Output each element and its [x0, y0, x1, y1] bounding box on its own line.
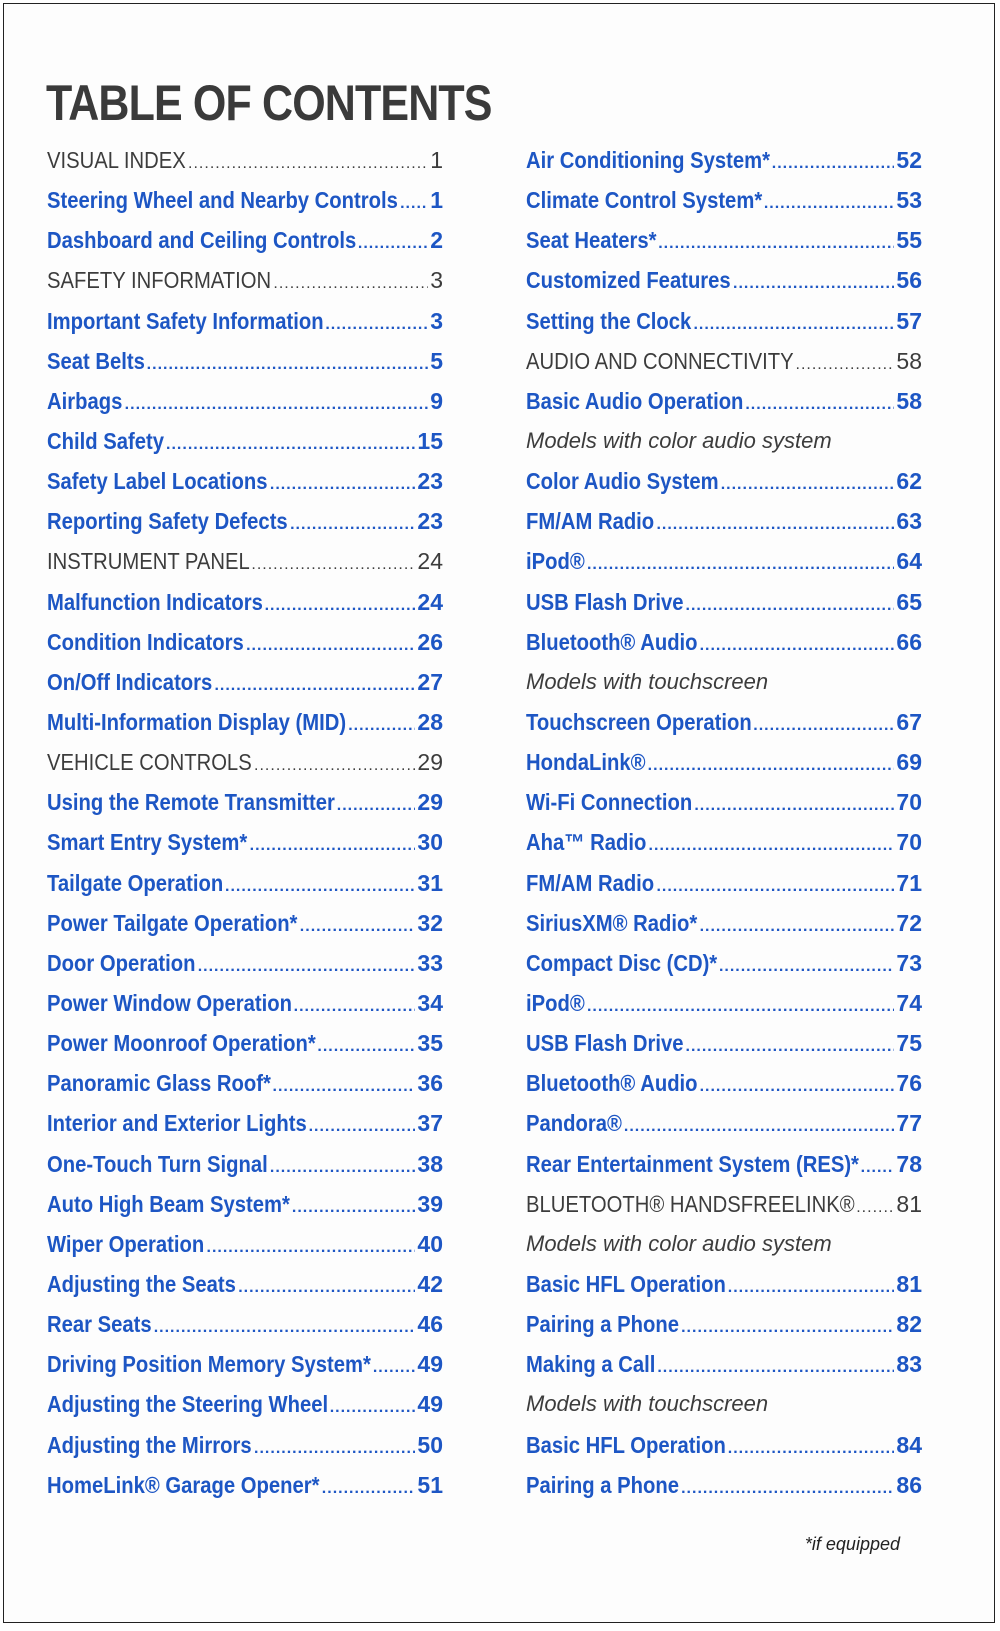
toc-entry-label: iPod®	[526, 548, 585, 575]
toc-entry-label: FM/AM Radio	[526, 869, 655, 896]
toc-page-number: 86	[896, 1471, 922, 1498]
dot-leader	[330, 1388, 416, 1428]
toc-entry-adjusting-the-mirrors[interactable]	[47, 1425, 443, 1465]
toc-entry-one-touch-turn-signal[interactable]	[47, 1144, 443, 1184]
toc-page-number: 56	[896, 267, 922, 294]
toc-page-number: 31	[417, 869, 443, 896]
toc-page-number: 27	[417, 668, 443, 695]
toc-entry-label: Compact Disc (CD)*	[526, 949, 718, 976]
toc-entry-bluetooth-audio[interactable]	[526, 622, 922, 662]
toc-entry-using-the-remote-transmitter[interactable]	[47, 782, 443, 822]
toc-entry-rear-seats[interactable]	[47, 1304, 443, 1344]
dot-leader	[207, 1228, 416, 1268]
toc-page-number: 3	[430, 307, 443, 334]
toc-entry-label: Power Moonroof Operation*	[47, 1030, 316, 1057]
toc-entry-label: Bluetooth® Audio	[526, 628, 698, 655]
dot-leader	[270, 1148, 416, 1188]
toc-entry-auto-high-beam-system[interactable]	[47, 1184, 443, 1224]
toc-entry-touchscreen-operation[interactable]	[526, 702, 922, 742]
toc-entry-label: Dashboard and Ceiling Controls	[47, 227, 357, 254]
toc-page-number: 66	[896, 628, 922, 655]
toc-page-number: 49	[417, 1351, 443, 1378]
toc-entry-multi-information-display-mid[interactable]	[47, 702, 443, 742]
dot-leader	[348, 706, 415, 746]
toc-entry-label: AUDIO AND CONNECTIVITY	[526, 347, 794, 374]
toc-entry-label: Adjusting the Seats	[47, 1270, 236, 1297]
toc-entry-making-a-call[interactable]	[526, 1344, 922, 1384]
dot-leader	[658, 224, 894, 264]
toc-entry-adjusting-the-steering-wheel[interactable]	[47, 1384, 443, 1424]
dot-leader	[358, 224, 428, 264]
toc-page-number: 52	[896, 147, 922, 173]
toc-entry-power-moonroof-operation[interactable]	[47, 1023, 443, 1063]
dot-leader	[325, 305, 428, 345]
toc-page-number: 24	[417, 588, 443, 615]
toc-entry-label: Seat Belts	[47, 347, 145, 374]
toc-model-note: Models with touchscreen	[526, 1391, 769, 1417]
toc-entry-wiper-operation[interactable]	[47, 1224, 443, 1264]
toc-entry-steering-wheel-and-nearby-controls[interactable]	[47, 180, 443, 220]
toc-entry-label: VISUAL INDEX	[47, 147, 186, 173]
toc-section-audio-and-connectivity	[526, 341, 922, 381]
toc-entry-power-window-operation[interactable]	[47, 983, 443, 1023]
toc-page-number: 63	[896, 508, 922, 535]
dot-leader	[273, 264, 428, 304]
dot-leader	[309, 1107, 416, 1147]
toc-entry-label: Adjusting the Steering Wheel	[47, 1391, 329, 1418]
dot-leader	[861, 1148, 895, 1188]
toc-entry-label: Making a Call	[526, 1351, 656, 1378]
toc-page-number: 34	[417, 989, 443, 1016]
dot-leader	[400, 184, 428, 224]
dot-leader	[270, 465, 416, 505]
toc-entry-label: Setting the Clock	[526, 307, 692, 334]
toc-section-safety-information	[47, 260, 443, 300]
toc-page-number: 51	[417, 1471, 443, 1498]
toc-entry-bluetooth-audio[interactable]	[526, 1063, 922, 1103]
toc-page-number: 1	[430, 147, 443, 173]
toc-entry-label: SAFETY INFORMATION	[47, 267, 272, 294]
toc-model-note: Models with color audio system	[526, 427, 832, 453]
dot-leader	[796, 345, 895, 385]
toc-entry-homelink-garage-opener[interactable]	[47, 1465, 443, 1505]
toc-entry-label: Auto High Beam System*	[47, 1190, 290, 1217]
toc-entry-label: Power Tailgate Operation*	[47, 909, 298, 936]
toc-page-number: 67	[896, 708, 922, 735]
dot-leader	[250, 826, 416, 866]
toc-entry-siriusxm-radio[interactable]	[526, 903, 922, 943]
toc-entry-interior-and-exterior-lights[interactable]	[47, 1103, 443, 1143]
toc-entry-label: Safety Label Locations	[47, 468, 268, 495]
toc-page-number: 35	[417, 1030, 443, 1057]
toc-entry-label: Basic Audio Operation	[526, 387, 744, 414]
dot-leader	[700, 907, 895, 947]
toc-page-number: 23	[417, 508, 443, 535]
toc-entry-label: VEHICLE CONTROLS	[47, 749, 252, 776]
toc-entry-label: Airbags	[47, 387, 123, 414]
toc-entry-label: Bluetooth® Audio	[526, 1070, 698, 1097]
toc-entry-label: Power Window Operation	[47, 989, 292, 1016]
toc-entry-label: Wiper Operation	[47, 1230, 205, 1257]
toc-entry-label: Basic HFL Operation	[526, 1431, 726, 1458]
toc-entry-label: Condition Indicators	[47, 628, 244, 655]
dot-leader	[624, 1107, 895, 1147]
toc-entry-label: SiriusXM® Radio*	[526, 909, 698, 936]
toc-entry-label: Climate Control System*	[526, 187, 763, 214]
toc-page-number: 32	[417, 909, 443, 936]
toc-page-number: 26	[417, 628, 443, 655]
toc-entry-label: Touchscreen Operation	[526, 708, 752, 735]
toc-entry-wi-fi-connection[interactable]	[526, 782, 922, 822]
dot-leader	[292, 1188, 416, 1228]
dot-leader	[681, 1469, 894, 1509]
dot-leader	[721, 465, 895, 505]
toc-page-number: 28	[417, 708, 443, 735]
dot-leader	[317, 1027, 415, 1067]
toc-section-bluetooth-handsfreelink	[526, 1184, 922, 1224]
toc-page-number: 5	[430, 347, 443, 374]
toc-entry-label: INSTRUMENT PANEL	[47, 548, 250, 575]
toc-entry-basic-hfl-operation[interactable]	[526, 1425, 922, 1465]
toc-page-number: 30	[417, 829, 443, 856]
dot-leader	[337, 786, 416, 826]
toc-page-number: 53	[896, 187, 922, 214]
toc-entry-adjusting-the-seats[interactable]	[47, 1264, 443, 1304]
toc-entry-label: iPod®	[526, 989, 585, 1016]
toc-page-number: 49	[417, 1391, 443, 1418]
dot-leader	[657, 1348, 894, 1388]
toc-page-number: 71	[896, 869, 922, 896]
dot-leader	[656, 867, 894, 907]
toc-page-number: 50	[417, 1431, 443, 1458]
toc-entry-label: Basic HFL Operation	[526, 1270, 726, 1297]
dot-leader	[294, 987, 416, 1027]
toc-page-number: 29	[417, 749, 443, 776]
toc-left-column	[47, 140, 443, 1505]
toc-entry-ipod[interactable]	[526, 541, 922, 581]
dot-leader	[254, 746, 415, 786]
toc-entry-label: Multi-Information Display (MID)	[47, 708, 347, 735]
toc-entry-label: USB Flash Drive	[526, 588, 684, 615]
toc-entry-important-safety-information[interactable]	[47, 301, 443, 341]
toc-page-number: 36	[417, 1070, 443, 1097]
toc-page-number: 29	[417, 789, 443, 816]
toc-page-number: 55	[896, 227, 922, 254]
dot-leader	[656, 505, 894, 545]
toc-page-number: 37	[417, 1110, 443, 1137]
toc-page-number: 58	[896, 347, 922, 374]
dot-leader	[693, 305, 894, 345]
toc-page-number: 76	[896, 1070, 922, 1097]
toc-page-number: 84	[896, 1431, 922, 1458]
toc-entry-smart-entry-system[interactable]	[47, 822, 443, 862]
toc-entry-label: HomeLink® Garage Opener*	[47, 1471, 320, 1498]
dot-leader	[125, 385, 429, 425]
toc-page-number: 38	[417, 1150, 443, 1177]
toc-page-number: 81	[896, 1270, 922, 1297]
dot-leader	[719, 947, 894, 987]
toc-page-number: 83	[896, 1351, 922, 1378]
toc-entry-label: Customized Features	[526, 267, 731, 294]
toc-entry-condition-indicators[interactable]	[47, 622, 443, 662]
dot-leader	[290, 505, 415, 545]
dot-leader	[251, 545, 415, 585]
toc-entry-basic-hfl-operation[interactable]	[526, 1264, 922, 1304]
toc-page-number: 39	[417, 1190, 443, 1217]
toc-entry-seat-belts[interactable]	[47, 341, 443, 381]
dot-leader	[188, 144, 428, 184]
toc-page-number: 2	[430, 227, 443, 254]
dot-leader	[764, 184, 895, 224]
toc-entry-label: Seat Heaters*	[526, 227, 657, 254]
dot-leader	[147, 345, 429, 385]
toc-entry-basic-audio-operation[interactable]	[526, 381, 922, 421]
toc-entry-label: Important Safety Information	[47, 307, 324, 334]
dot-leader	[681, 1308, 894, 1348]
toc-entry-safety-label-locations[interactable]	[47, 461, 443, 501]
toc-page-number: 72	[896, 909, 922, 936]
toc-entry-aha-radio[interactable]	[526, 822, 922, 862]
dot-leader	[649, 826, 895, 866]
toc-entry-label: Color Audio System	[526, 468, 719, 495]
dot-leader	[587, 545, 894, 585]
toc-entry-airbags[interactable]	[47, 381, 443, 421]
toc-entry-fm-am-radio[interactable]	[526, 863, 922, 903]
toc-entry-seat-heaters[interactable]	[526, 220, 922, 260]
dot-leader	[225, 867, 415, 907]
dot-leader	[587, 987, 894, 1027]
toc-page-number: 42	[417, 1270, 443, 1297]
dot-leader	[700, 626, 895, 666]
dot-leader	[648, 746, 895, 786]
dot-leader	[772, 144, 895, 184]
toc-entry-color-audio-system[interactable]	[526, 461, 922, 501]
toc-page-number: 77	[896, 1110, 922, 1137]
toc-page-number: 40	[417, 1230, 443, 1257]
toc-entry-label: Pairing a Phone	[526, 1471, 679, 1498]
toc-section-instrument-panel	[47, 541, 443, 581]
toc-entry-child-safety[interactable]	[47, 421, 443, 461]
toc-entry-label: Steering Wheel and Nearby Controls	[47, 187, 398, 214]
toc-page-number: 73	[896, 949, 922, 976]
toc-entry-power-tailgate-operation[interactable]	[47, 903, 443, 943]
toc-entry-label: Using the Remote Transmitter	[47, 789, 335, 816]
toc-entry-label: Child Safety	[47, 427, 164, 454]
toc-entry-label: On/Off Indicators	[47, 668, 213, 695]
dot-leader	[322, 1469, 416, 1509]
toc-entry-label: FM/AM Radio	[526, 508, 655, 535]
toc-entry-rear-entertainment-system-res[interactable]	[526, 1144, 922, 1184]
toc-entry-label: Wi-Fi Connection	[526, 789, 693, 816]
toc-entry-pandora[interactable]	[526, 1103, 922, 1143]
toc-page-number: 58	[896, 387, 922, 414]
toc-model-note: Models with touchscreen	[526, 668, 769, 694]
dot-leader	[694, 786, 894, 826]
toc-entry-label: Tailgate Operation	[47, 869, 224, 896]
toc-page-number: 23	[417, 468, 443, 495]
toc-entry-reporting-safety-defects[interactable]	[47, 501, 443, 541]
toc-entry-label: Panoramic Glass Roof*	[47, 1070, 271, 1097]
toc-section-visual-index	[47, 140, 443, 180]
toc-section-vehicle-controls	[47, 742, 443, 782]
dot-leader	[238, 1268, 415, 1308]
toc-entry-fm-am-radio[interactable]	[526, 501, 922, 541]
toc-entry-door-operation[interactable]	[47, 943, 443, 983]
toc-page-number: 64	[896, 548, 922, 575]
toc-entry-dashboard-and-ceiling-controls[interactable]	[47, 220, 443, 260]
toc-entry-customized-features[interactable]	[526, 260, 922, 300]
toc-page	[3, 3, 995, 1623]
dot-leader	[733, 264, 894, 304]
toc-page-number: 1	[430, 187, 443, 214]
toc-page-number: 65	[896, 588, 922, 615]
toc-entry-pairing-a-phone[interactable]	[526, 1304, 922, 1344]
toc-entry-hondalink[interactable]	[526, 742, 922, 782]
toc-entry-ipod[interactable]	[526, 983, 922, 1023]
toc-page-number: 57	[896, 307, 922, 334]
toc-entry-usb-flash-drive[interactable]	[526, 582, 922, 622]
toc-entry-tailgate-operation[interactable]	[47, 863, 443, 903]
toc-page-number: 3	[430, 267, 443, 294]
toc-entry-label: Adjusting the Mirrors	[47, 1431, 252, 1458]
dot-leader	[856, 1188, 894, 1228]
toc-page-number: 81	[896, 1190, 922, 1217]
dot-leader	[728, 1429, 895, 1469]
toc-entry-label: USB Flash Drive	[526, 1030, 684, 1057]
toc-entry-label: Rear Entertainment System (RES)*	[526, 1150, 859, 1177]
dot-leader	[753, 706, 894, 746]
dot-leader	[728, 1268, 895, 1308]
dot-leader	[254, 1429, 415, 1469]
toc-page-number: 24	[417, 548, 443, 575]
dot-leader	[373, 1348, 416, 1388]
toc-page-number: 75	[896, 1030, 922, 1057]
toc-entry-label: Pandora®	[526, 1110, 622, 1137]
toc-entry-label: One-Touch Turn Signal	[47, 1150, 268, 1177]
dot-leader	[198, 947, 416, 987]
toc-page-number: 9	[430, 387, 443, 414]
toc-model-note: Models with color audio system	[526, 1230, 832, 1256]
toc-entry-label: Pairing a Phone	[526, 1311, 679, 1338]
dot-leader	[686, 586, 895, 626]
toc-page-number: 46	[417, 1311, 443, 1338]
toc-page-number: 70	[896, 829, 922, 856]
toc-entry-label: Driving Position Memory System*	[47, 1351, 371, 1378]
dot-leader	[154, 1308, 416, 1348]
toc-entry-label: Reporting Safety Defects	[47, 508, 288, 535]
toc-entry-label: Malfunction Indicators	[47, 588, 263, 615]
dot-leader	[300, 907, 416, 947]
dot-leader	[166, 425, 415, 465]
toc-entry-driving-position-memory-system[interactable]	[47, 1344, 443, 1384]
toc-entry-label: Door Operation	[47, 949, 196, 976]
dot-leader	[273, 1067, 416, 1107]
toc-page-number: 69	[896, 749, 922, 776]
toc-page-number: 78	[896, 1150, 922, 1177]
toc-page-number: 70	[896, 789, 922, 816]
toc-right-column	[526, 140, 922, 1505]
dot-leader	[214, 666, 415, 706]
toc-entry-malfunction-indicators[interactable]	[47, 582, 443, 622]
toc-entry-setting-the-clock[interactable]	[526, 301, 922, 341]
toc-entry-panoramic-glass-roof[interactable]	[47, 1063, 443, 1103]
toc-entry-compact-disc-cd[interactable]	[526, 943, 922, 983]
toc-entry-label: Rear Seats	[47, 1311, 152, 1338]
toc-entry-label: Aha™ Radio	[526, 829, 647, 856]
toc-entry-usb-flash-drive[interactable]	[526, 1023, 922, 1063]
dot-leader	[686, 1027, 895, 1067]
toc-entry-on-off-indicators[interactable]	[47, 662, 443, 702]
toc-entry-label: BLUETOOTH® HANDSFREELINK®	[526, 1190, 855, 1217]
toc-page-number: 82	[896, 1311, 922, 1338]
dot-leader	[700, 1067, 895, 1107]
toc-page-number: 15	[417, 427, 443, 454]
footnote: *if equipped	[804, 1534, 900, 1554]
toc-page-number: 62	[896, 468, 922, 495]
toc-page-number: 33	[417, 949, 443, 976]
toc-entry-label: Interior and Exterior Lights	[47, 1110, 307, 1137]
toc-entry-climate-control-system[interactable]	[526, 180, 922, 220]
page-title: TABLE OF CONTENTS	[46, 75, 492, 131]
toc-entry-label: HondaLink®	[526, 749, 646, 776]
toc-entry-air-conditioning-system[interactable]	[526, 140, 922, 180]
dot-leader	[246, 626, 415, 666]
toc-page-number: 74	[896, 989, 922, 1016]
toc-entry-label: Smart Entry System*	[47, 829, 248, 856]
toc-entry-pairing-a-phone[interactable]	[526, 1465, 922, 1505]
dot-leader	[265, 586, 416, 626]
dot-leader	[745, 385, 894, 425]
toc-entry-label: Air Conditioning System*	[526, 147, 771, 173]
